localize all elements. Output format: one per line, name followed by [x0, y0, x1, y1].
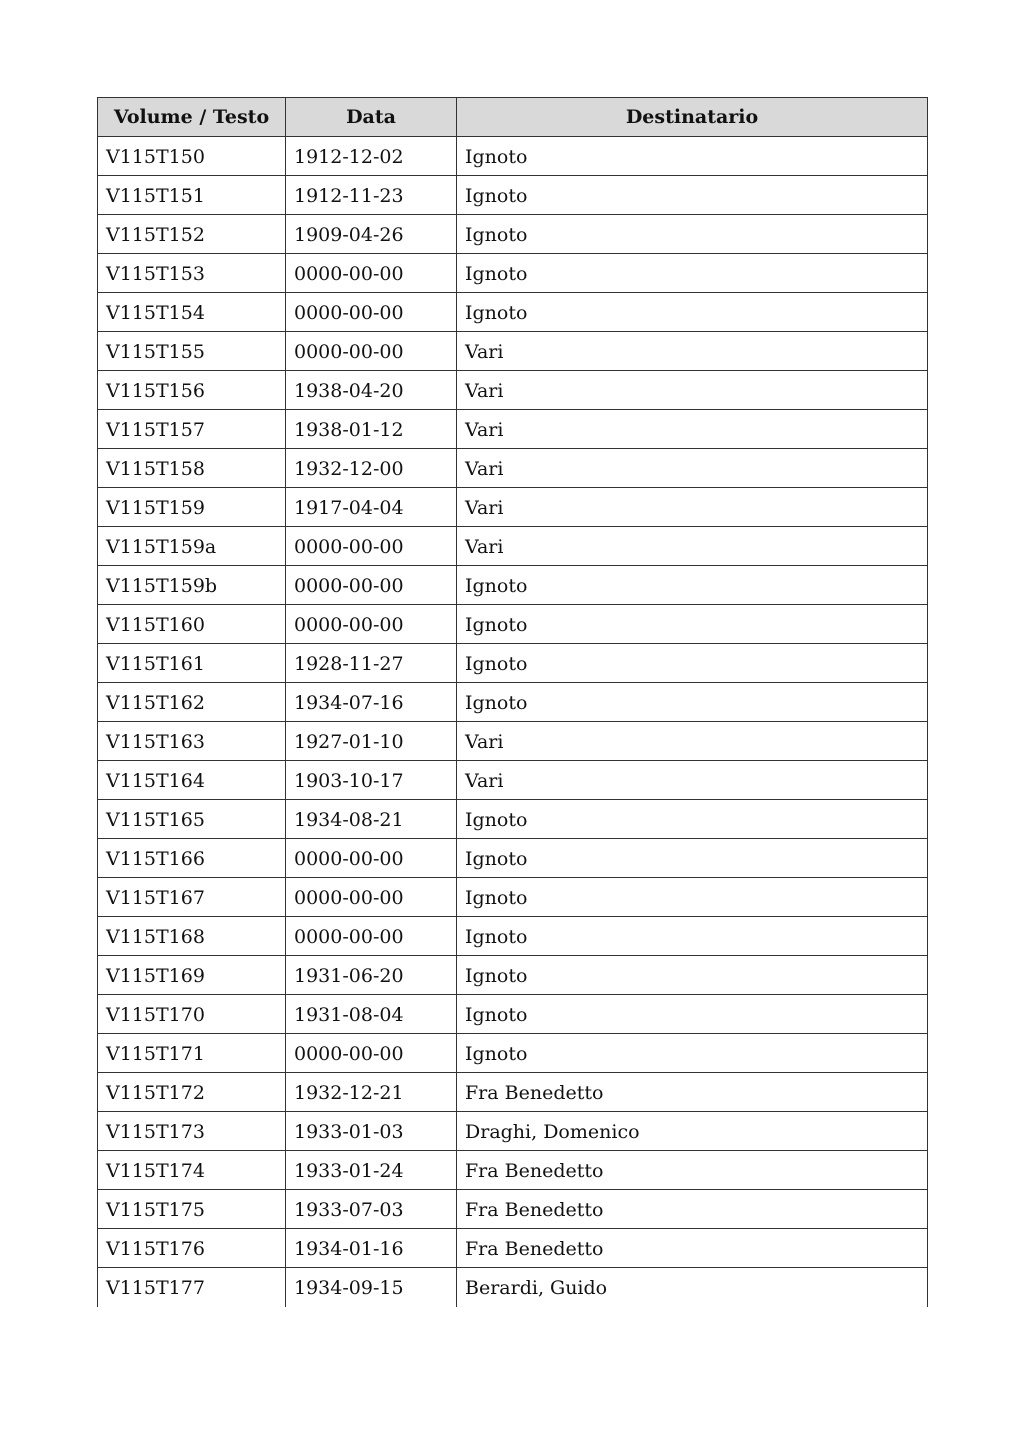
cell-data: 1934-07-16	[286, 683, 457, 722]
table-row	[98, 1268, 928, 1307]
cell-destinatario: Vari	[457, 761, 928, 800]
cell-destinatario: Ignoto	[457, 956, 928, 995]
cell-data: 0000-00-00	[286, 1034, 457, 1073]
table-row	[98, 215, 928, 254]
cell-data: 1917-04-04	[286, 488, 457, 527]
cell-volume-testo: V115T155	[98, 332, 286, 371]
cell-volume-testo: V115T161	[98, 644, 286, 683]
cell-volume-testo: V115T163	[98, 722, 286, 761]
cell-data: 0000-00-00	[286, 293, 457, 332]
cell-volume-testo: V115T159a	[98, 527, 286, 566]
cell-destinatario: Ignoto	[457, 917, 928, 956]
cell-destinatario: Ignoto	[457, 176, 928, 215]
cell-destinatario: Ignoto	[457, 293, 928, 332]
cell-volume-testo: V115T172	[98, 1073, 286, 1112]
cell-destinatario: Draghi, Domenico	[457, 1112, 928, 1151]
cell-destinatario: Fra Benedetto	[457, 1151, 928, 1190]
table-row	[98, 332, 928, 371]
header-data: Data	[286, 98, 457, 137]
cell-volume-testo: V115T160	[98, 605, 286, 644]
cell-data: 1912-12-02	[286, 137, 457, 176]
header-volume-testo: Volume / Testo	[98, 98, 286, 137]
table-row	[98, 1073, 928, 1112]
cell-volume-testo: V115T159	[98, 488, 286, 527]
cell-volume-testo: V115T166	[98, 839, 286, 878]
cell-volume-testo: V115T159b	[98, 566, 286, 605]
table-body	[98, 137, 928, 1307]
cell-volume-testo: V115T175	[98, 1190, 286, 1229]
cell-destinatario: Vari	[457, 410, 928, 449]
cell-destinatario: Ignoto	[457, 605, 928, 644]
table-row	[98, 1190, 928, 1229]
cell-data: 0000-00-00	[286, 917, 457, 956]
cell-destinatario: Ignoto	[457, 995, 928, 1034]
table-row	[98, 371, 928, 410]
cell-data: 1912-11-23	[286, 176, 457, 215]
table-row	[98, 1151, 928, 1190]
table-header	[98, 98, 928, 137]
cell-volume-testo: V115T151	[98, 176, 286, 215]
cell-data: 0000-00-00	[286, 254, 457, 293]
cell-destinatario: Vari	[457, 527, 928, 566]
cell-destinatario: Fra Benedetto	[457, 1190, 928, 1229]
cell-volume-testo: V115T153	[98, 254, 286, 293]
table-row	[98, 956, 928, 995]
cell-destinatario: Vari	[457, 722, 928, 761]
cell-data: 1938-01-12	[286, 410, 457, 449]
table-row	[98, 137, 928, 176]
table-row	[98, 488, 928, 527]
table-row	[98, 1034, 928, 1073]
table-row	[98, 1229, 928, 1268]
cell-data: 0000-00-00	[286, 332, 457, 371]
cell-data: 0000-00-00	[286, 605, 457, 644]
table-row	[98, 878, 928, 917]
cell-destinatario: Ignoto	[457, 683, 928, 722]
table-row	[98, 917, 928, 956]
table-row	[98, 176, 928, 215]
cell-data: 1933-01-03	[286, 1112, 457, 1151]
cell-destinatario: Vari	[457, 332, 928, 371]
cell-volume-testo: V115T173	[98, 1112, 286, 1151]
table-row	[98, 293, 928, 332]
cell-volume-testo: V115T154	[98, 293, 286, 332]
cell-volume-testo: V115T162	[98, 683, 286, 722]
cell-destinatario: Vari	[457, 449, 928, 488]
table-row	[98, 1112, 928, 1151]
cell-destinatario: Fra Benedetto	[457, 1073, 928, 1112]
cell-data: 0000-00-00	[286, 566, 457, 605]
cell-volume-testo: V115T168	[98, 917, 286, 956]
cell-volume-testo: V115T158	[98, 449, 286, 488]
cell-destinatario: Vari	[457, 488, 928, 527]
header-row	[98, 98, 928, 137]
cell-data: 1933-07-03	[286, 1190, 457, 1229]
cell-data: 1927-01-10	[286, 722, 457, 761]
cell-data: 1931-06-20	[286, 956, 457, 995]
cell-volume-testo: V115T165	[98, 800, 286, 839]
cell-volume-testo: V115T171	[98, 1034, 286, 1073]
cell-volume-testo: V115T152	[98, 215, 286, 254]
table-row	[98, 449, 928, 488]
header-destinatario: Destinatario	[457, 98, 928, 137]
table-row	[98, 995, 928, 1034]
cell-data: 1938-04-20	[286, 371, 457, 410]
table-row	[98, 839, 928, 878]
cell-volume-testo: V115T167	[98, 878, 286, 917]
cell-destinatario: Ignoto	[457, 839, 928, 878]
cell-destinatario: Ignoto	[457, 644, 928, 683]
cell-volume-testo: V115T169	[98, 956, 286, 995]
cell-data: 1934-09-15	[286, 1268, 457, 1307]
cell-destinatario: Fra Benedetto	[457, 1229, 928, 1268]
table-row	[98, 254, 928, 293]
cell-data: 1932-12-00	[286, 449, 457, 488]
cell-data: 0000-00-00	[286, 527, 457, 566]
table-row	[98, 683, 928, 722]
cell-data: 1928-11-27	[286, 644, 457, 683]
table-row	[98, 761, 928, 800]
cell-volume-testo: V115T156	[98, 371, 286, 410]
table-row	[98, 644, 928, 683]
cell-destinatario: Vari	[457, 371, 928, 410]
cell-volume-testo: V115T150	[98, 137, 286, 176]
table-row	[98, 605, 928, 644]
table-row	[98, 527, 928, 566]
cell-data: 1931-08-04	[286, 995, 457, 1034]
cell-data: 1903-10-17	[286, 761, 457, 800]
cell-destinatario: Ignoto	[457, 878, 928, 917]
cell-destinatario: Ignoto	[457, 1034, 928, 1073]
cell-data: 1934-08-21	[286, 800, 457, 839]
cell-volume-testo: V115T176	[98, 1229, 286, 1268]
cell-destinatario: Ignoto	[457, 254, 928, 293]
cell-data: 0000-00-00	[286, 839, 457, 878]
table-row	[98, 800, 928, 839]
cell-data: 0000-00-00	[286, 878, 457, 917]
cell-destinatario: Ignoto	[457, 215, 928, 254]
cell-volume-testo: V115T157	[98, 410, 286, 449]
table-row	[98, 722, 928, 761]
cell-volume-testo: V115T177	[98, 1268, 286, 1307]
cell-data: 1933-01-24	[286, 1151, 457, 1190]
cell-volume-testo: V115T170	[98, 995, 286, 1034]
cell-volume-testo: V115T174	[98, 1151, 286, 1190]
cell-destinatario: Ignoto	[457, 800, 928, 839]
table-row	[98, 566, 928, 605]
cell-destinatario: Berardi, Guido	[457, 1268, 928, 1307]
cell-data: 1934-01-16	[286, 1229, 457, 1268]
cell-destinatario: Ignoto	[457, 137, 928, 176]
table-row	[98, 410, 928, 449]
cell-data: 1932-12-21	[286, 1073, 457, 1112]
cell-destinatario: Ignoto	[457, 566, 928, 605]
cell-data: 1909-04-26	[286, 215, 457, 254]
records-table	[97, 97, 928, 1307]
cell-volume-testo: V115T164	[98, 761, 286, 800]
